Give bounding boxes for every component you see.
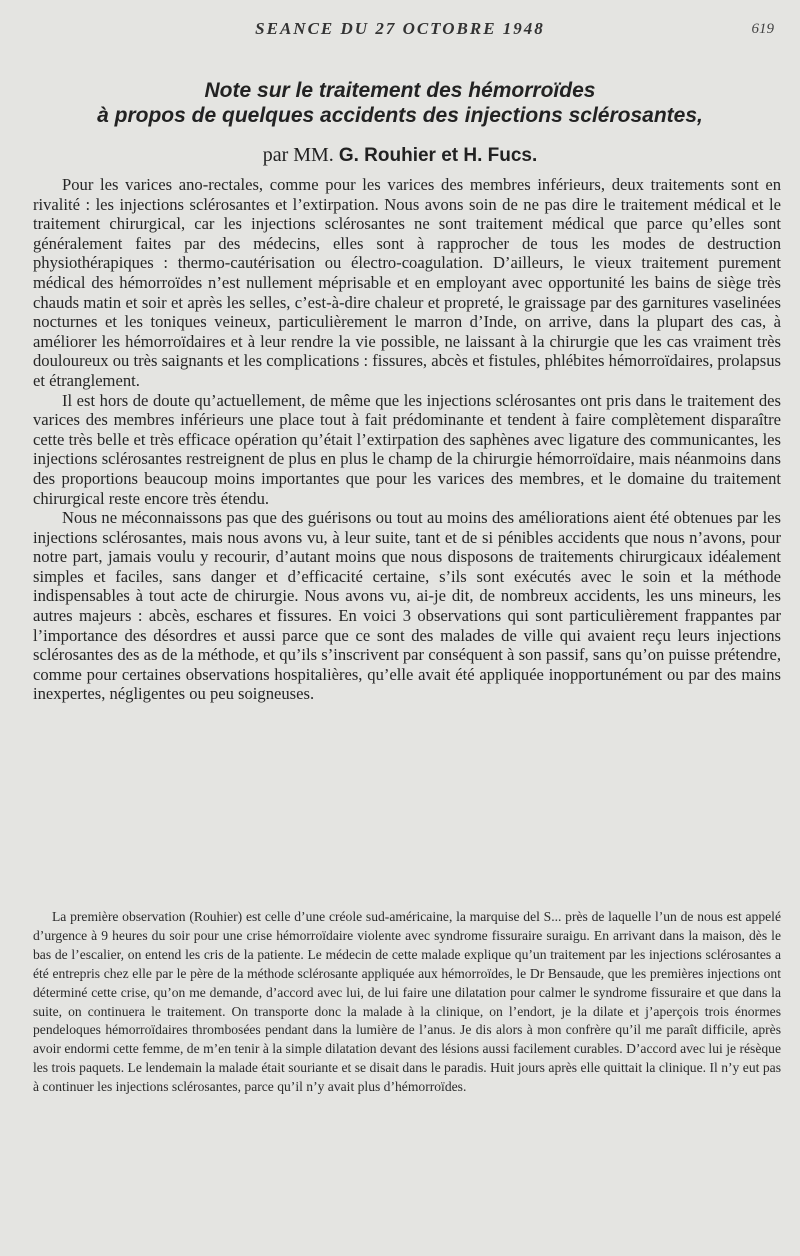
body-paragraph: Nous ne méconnaissons pas que des guérisons ou tout au moins des améliorations aient été obtenues par les injections sclérosantes, mais nous avons vu, à leur suite, tant et de si pénibles accidents que nous n’avons, pour notre part, jamais voulu y recourir, d’autant moins que nous disposons de traitements chirurgicaux idéalement simples et faciles, sans danger et d’efficacité certaine, s’ils sont exécutés avec le soin et la méthode indispensables à tout acte de chirurgie. Nous avons vu, ai-je dit, de nombreux accidents, les uns mineurs, les autres majeurs : abcès, eschares et fissures. En voici 3 observations qui sont particulièrement frappantes par l’importance des désordres et aussi parce que ce sont des malades de ville qui avaient reçu leurs injections sclérosantes des as de la méthode, et qu’ils s’inscrivent par conséquent à son passif, sans qu’on puisse prétendre, comme pour certaines observations hospitalières, qu’elle avait été appliquée inopportunément ou par des mains inexpertes, négligentes ou peu soigneuses. (33, 508, 781, 704)
article-title-line-1: Note sur le traitement des hémorroïdes (204, 79, 596, 102)
page-number: 619 (751, 21, 774, 37)
observation-notes (33, 908, 781, 1097)
running-header (0, 16, 800, 46)
body-paragraph: Il est hors de doute qu’actuellement, de même que les injections sclérosantes ont pris dans le traitement des varices des membres inférieurs une place tout à fait prédominante et tendent à faire complètement disparaître cette très belle et très efficace opération qu’était l’extirpation des saphènes avec ligature des communicantes, les injections sclérosantes restreignent de plus en plus le champ de la chirurgie hémorroïdaire, mais néanmoins dans des proportions beaucoup moins importantes que pour les varices des membres, et le domaine du traitement chirurgical reste encore très étendu. (33, 390, 781, 508)
byline (0, 142, 800, 169)
body-paragraph: Pour les varices ano-rectales, comme pour les varices des membres inférieurs, deux traitements sont en rivalité : les injections sclérosantes et l’extirpation. Nous avons soin de ne pas dire le traitement médical et le traitement chirurgical, car les injections sclérosantes ne sont traitement médical que parce qu’elles sont généralement faites par des médecins, elles sont à rapprocher de tous les modes de destruction physiothérapiques : thermo-cautérisation ou électro-coagulation. D’ailleurs, le vieux traitement purement médical des hémorroïdes n’est nullement méprisable et en employant avec opportunité les bains de siège très chauds matin et soir et après les selles, c’est-à-dire chaleur et propreté, le graissage par des garnitures vaselinées nocturnes et les toniques veineux, particulièrement le marron d’Inde, on arrive, dans la plupart des cas, à améliorer les hémorroïdaires et à leur rendre la vie possible, ne laissant à la chirurgie que les cas vraiment très douloureux ou très saignants et les complications : fissures, abcès et fistules, phlébites hémorroïdaires, prolapsus et étranglement. (33, 175, 781, 390)
article-title-block (0, 78, 800, 169)
article-title-line-2: à propos de quelques accidents des injections sclérosantes, (97, 104, 703, 127)
running-title: SEANCE DU 27 OCTOBRE 1948 (255, 19, 545, 38)
observation-paragraph: La première observation (Rouhier) est celle d’une créole sud-américaine, la marquise del S... près de laquelle l’un de nous est appelé d’urgence à 9 heures du soir pour une crise hémorroïdaire violente avec syndrome fissuraire suraigu. En arrivant dans la maison, dès le bas de l’escalier, on entend les cris de la patiente. Le médecin de cette malade explique qu’un traitement par les injections sclérosantes a été entrepris chez elle par le père de la méthode sclérosante appliquée aux hémorroïdes, le Dr Bensaude, que les premières injections ont déterminé cette crise, qu’on me demande, d’accord avec lui, de lui faire une dilatation pour calmer le syndrome fissuraire et que dans la suite, on continuera le traitement. On transporte donc la malade à la clinique, on l’endort, je la dilate et j’aperçois trois énormes pendeloques hémorroïdaires thrombosées pendant dans la lumière de l’anus. Je dis alors à mon confrère qu’il me paraît difficile, après avoir endormi cette femme, de m’en tenir à la simple dilatation devant des lésions aussi facilement curables. D’accord avec lui je résèque les trois paquets. Le lendemain la malade était souriante et se disait dans le paradis. Huit jours après elle quittait la clinique. Il n’y eut pas à continuer les injections sclérosantes, parce qu’il n’y avait plus d’hémorroïdes. (33, 909, 781, 1095)
byline-prefix: par MM. (262, 144, 334, 166)
article-body (33, 175, 781, 704)
byline-authors: G. Rouhier et H. Fucs. (338, 145, 538, 166)
